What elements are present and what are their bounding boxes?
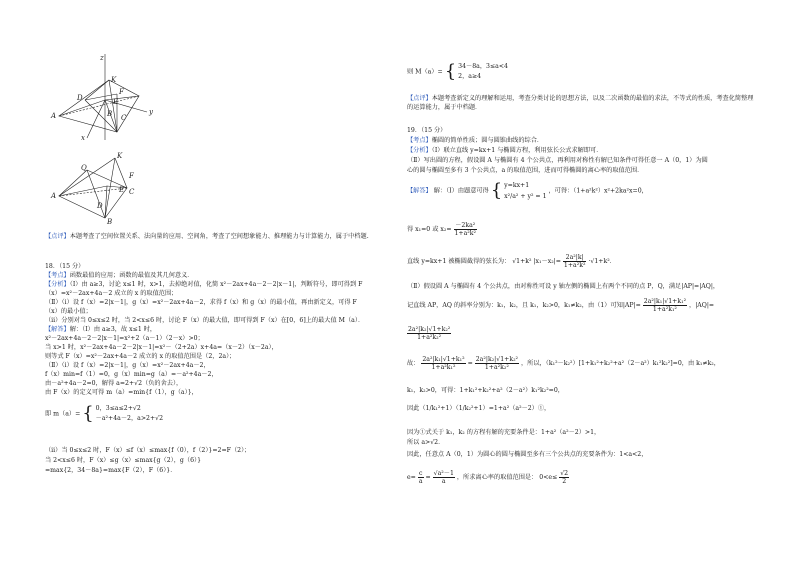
aq-label: ，|AQ|= <box>689 301 715 309</box>
fig2-label: F <box>129 172 134 180</box>
fig1-label: z <box>100 54 104 62</box>
gu-label: 故： <box>407 359 420 367</box>
figure-pyramid-top <box>47 52 157 142</box>
fig1-label: D <box>77 94 83 102</box>
k-line: k₁，k₂>0，可得：1+k₁²+k₂²+a²（2－a²）k₁²k₂²=0， <box>407 387 564 394</box>
right-column <box>407 0 767 566</box>
q18-line: x²－2ax+4a－2－2|x－1|=x²+2（a－1）（2－x）>0； <box>45 335 204 342</box>
x-result <box>407 222 477 237</box>
x-den: 1+a²k² <box>454 230 477 237</box>
q18-fenxi <box>45 280 362 289</box>
yinci-line: 因此（1/k₁²+1）（1/k₂²+1）=1+a²（a²－2）①， <box>407 405 551 412</box>
dianping-block <box>407 94 759 113</box>
q18-line: （x）=x²－2ax+4a－2 成立的 x 的取值范围； <box>45 290 178 297</box>
yinwei-line: 因为①式关于 k₁，k₂ 的方程有解的充要条件是：1+a²（a²－2）>1， <box>407 429 601 436</box>
q19-jieda-pre: 解：（Ⅰ）由题意可得 <box>433 187 489 195</box>
q18-tail-line: =max{2，34－8a}=max{F（2），F（6）}． <box>45 467 177 474</box>
e-range-frac <box>559 470 569 485</box>
e-frac-2-den: a <box>441 478 446 485</box>
ma-piecewise <box>45 404 163 424</box>
q18-title: 18．（15 分） <box>45 263 85 270</box>
fig2-label: E <box>119 186 125 194</box>
q19-jieda <box>407 180 648 202</box>
q19-fenxi-2: （Ⅱ）写出圆的方程，假设圆 A 与椭圆有 4 个公共点，再利用对称性有解已知条件可得任意一 A（0，1）为圆 <box>407 157 708 164</box>
ap-fraction <box>643 298 687 313</box>
q18-line: （Ⅰ）由 a≥3，讨论 x≤1 时，x>1，去掉绝对值，化简 x²－2ax+4a－2－2|x－1|，判断符号，即可得到 F <box>69 281 363 288</box>
eq-lhs-num: 2a²|k₁|√1+k₁² <box>422 356 465 363</box>
comment-tag: 【点评】 <box>45 233 70 240</box>
ap-num: 2a²|k₁|√1+k₁² <box>643 298 687 305</box>
fig2-label: Q <box>81 164 87 172</box>
q18-jieda-tag: 【解答】 <box>45 326 70 333</box>
q19-kaodian-tag: 【考点】 <box>407 137 432 144</box>
brace-icon: { <box>444 61 457 82</box>
eq-lhs-den: 1+a²k₁² <box>431 364 456 371</box>
ma-case-2: －a²+4a－2，a>2+√2 <box>95 415 164 422</box>
fig2-label: C <box>129 188 135 196</box>
comment-text: 本题考查了空间位置关系、法向量的应用、空间角，考查了空间想象能力、推理能力与计算能力，属于中档题. <box>69 233 369 240</box>
ma-case-1: 0，3≤a≤2+√2 <box>95 405 141 412</box>
q18-tail-line: （ii）当 0≤x≤2 时，F（x）≤f（x）≤max{f（0），f（2）}=2=F（2）； <box>45 447 251 454</box>
x-result-label: 得 x₁=0 或 x₂= <box>407 225 452 233</box>
chord-num: 2a²|k| <box>563 254 587 262</box>
chord-line <box>407 254 616 269</box>
ma-label: 即 m（a）= <box>45 410 81 418</box>
eq-rhs-num: 2a²|k₂|√1+k₂² <box>475 356 519 363</box>
fig2-label: A <box>51 192 57 200</box>
q18-line: （Ⅱ）（i）设 f（x）=2|x－1|，g（x）=x²－2ax+4a－2，求得 f（x）和 g（x）的最小值，再由新定义，可得 F <box>45 299 357 306</box>
ii-line-1: （Ⅱ）假设圆 A 与椭圆有 4 个公共点，由对称性可设 y 轴左侧的椭圆上有两个不同的点 P，Q，满足|AP|=|AQ|， <box>407 283 720 290</box>
fig1-label: y <box>149 108 153 116</box>
comment-block <box>45 232 385 241</box>
e-range: 0<e≤ <box>539 473 558 481</box>
q18-kaodian-text: 函数最值的应用；函数的最值及其几何意义． <box>69 272 194 279</box>
q18-line: f（x）min=f（1）=0，g（x）min=g（a）=－a²+4a－2， <box>45 371 218 378</box>
q18-line: （x）的最小值； <box>45 308 92 315</box>
q19-title: 19．（15 分） <box>407 127 447 134</box>
q19-fenxi <box>407 146 602 155</box>
m-label: 则 M（a）= <box>407 68 443 76</box>
equals-sign: = <box>425 473 431 481</box>
q18-line: 解：（Ⅰ）由 a≥3，故 x≤1 时， <box>69 326 157 333</box>
chord-fraction <box>563 254 587 269</box>
equals-sign: = <box>467 359 473 367</box>
fig1-label: A <box>51 112 57 120</box>
q18-line: 则等式 F（x）=x²－2ax+4a－2 成立的 x 的取值范围是（2，2a）； <box>45 353 236 360</box>
dianping-text: 本题考查新定义的理解和运用，考查分类讨论的思想方法，以及二次函数的最值的求法，不等式的性质，考查化简整理的运算能力，属于中档题． <box>407 95 754 112</box>
brace-icon: { <box>82 403 94 424</box>
q19-jieda-post: ，可得：（1+a²k²）x²+2ka²x=0， <box>548 187 648 195</box>
fig1-label: F <box>119 88 124 96</box>
q19-fenxi-3: 心的圆与椭圆至多有 3 个公共点，a 的取值范围，进而可得椭圆的离心率的取值范围． <box>407 167 644 174</box>
q18-fenxi-tag: 【分析】 <box>45 281 70 288</box>
m-case-2: 2，a≥4 <box>458 73 482 80</box>
ii-line-2 <box>407 298 714 313</box>
q18-tail-line: 当 2<x≤6 时，F（x）≤g（x）≤max{g（2），g（6）} <box>45 457 202 464</box>
q19-kaodian <box>407 136 543 145</box>
e-range-den: 2 <box>562 478 567 485</box>
fig2-label: K <box>117 152 123 160</box>
dianping-tag: 【点评】 <box>407 95 432 102</box>
system-eq-2: x²/a² + y² = 1 <box>504 193 547 200</box>
aq-fraction-block <box>407 326 451 341</box>
equality-line <box>407 356 720 371</box>
q19-kaodian-text: 椭圆的简单性质；圆与圆锥曲线的综合． <box>431 137 544 144</box>
fig1-label: x <box>81 134 85 142</box>
e-frac-1 <box>418 470 424 485</box>
q18-line: 由 F（x）的定义可得 m（a）=min{f（1），g（a）}， <box>45 389 198 396</box>
x-fraction <box>454 222 478 237</box>
e-frac-2-num: √a²－1 <box>433 470 454 477</box>
q19-fenxi-tag: 【分析】 <box>407 147 432 154</box>
eccentricity-line <box>407 470 569 485</box>
e-range-num: √2 <box>560 470 569 477</box>
q18-line: 由－a²+4a－2=0，解得 a=2+√2（负的舍去）， <box>45 380 183 387</box>
q19-fenxi-1: （Ⅰ）联立直线 y=kx+1 与椭圆方程，利用弦长公式求解即可． <box>431 147 603 154</box>
eq-rhs-den: 1+a²k₂² <box>484 364 509 371</box>
q19-jieda-tag: 【解答】 <box>407 187 432 195</box>
eq-tail: ，所以，（k₁²－k₂²）[1+k₁²+k₂²+a²（2－a²）k₁²k₂²]=0，由 k₁≠k₂， <box>521 359 720 367</box>
fig1-label: B <box>107 110 113 118</box>
brace-icon: { <box>490 180 503 201</box>
fig1-label: C <box>121 114 127 122</box>
q18-kaodian-tag: 【考点】 <box>45 272 70 279</box>
q18-kaodian <box>45 271 194 280</box>
e-tail: ，所求离心率的取值范围是： <box>456 473 538 481</box>
e-frac-1-num: c <box>418 470 423 477</box>
ap-den: 1+a²k₁² <box>652 306 677 313</box>
e-frac-2 <box>433 470 455 485</box>
suoyi-line: 所以 a>√2． <box>407 439 445 446</box>
chord-text: 直线 y=kx+1 被椭圆截得的弦长为： <box>407 257 511 265</box>
ii-line-2-text: 记直线 AP，AQ 的斜率分别为：k₁，k₂，且 k₁，k₂>0，k₁≠k₂，由（1）可知|AP|= <box>407 301 641 309</box>
left-column <box>45 0 405 566</box>
figure-pyramid-bottom <box>47 148 157 224</box>
chord-den: 1+a²k² <box>563 262 586 269</box>
m-case-1: 34－8a，3≤a<4 <box>458 63 508 70</box>
eq-lhs <box>421 356 465 371</box>
system-eq-1: y=kx+1 <box>504 182 530 189</box>
chord-tail: ·√1+k²． <box>588 257 616 265</box>
q18-line: （ii）分别对当 0≤x≤2 时，当 2<x≤6 时，讨论 F（x）的最大值，即可得到 F（x）在[0，6]上的最大值 M（a）． <box>45 317 365 324</box>
aq-num: 2a²|k₂|√1+k₂² <box>408 326 451 333</box>
m-piecewise <box>407 62 508 82</box>
eq-rhs <box>475 356 519 371</box>
fig1-label: E <box>113 98 119 106</box>
e-label: e= <box>407 473 416 481</box>
renyi-line: 因此，任意点 A（0，1）为圆心的圆与椭圆至多有三个公共点的充要条件为：1<a<2， <box>407 451 648 458</box>
q18-line: （Ⅱ）（i）设 f（x）=2|x－1|，g（x）=x²－2ax+4a－2， <box>45 362 210 369</box>
aq-fraction <box>407 326 451 341</box>
aq-den: 1+a²k₂² <box>417 334 442 341</box>
q18-jieda <box>45 325 156 334</box>
fig2-label: B <box>107 218 113 224</box>
fig1-label: K <box>111 76 117 84</box>
e-frac-1-den: a <box>418 478 423 485</box>
q18-line: 当 x>1 时，x²－2ax+4a－2－2|x－1|=x²－（2+2a）x+4a=（x－2）（x－2a）， <box>45 344 278 351</box>
x-num: －2ka² <box>455 222 476 229</box>
chord-expr: √1+k² |x₁－x₂|= <box>512 257 561 265</box>
fig2-label: D <box>97 202 103 210</box>
